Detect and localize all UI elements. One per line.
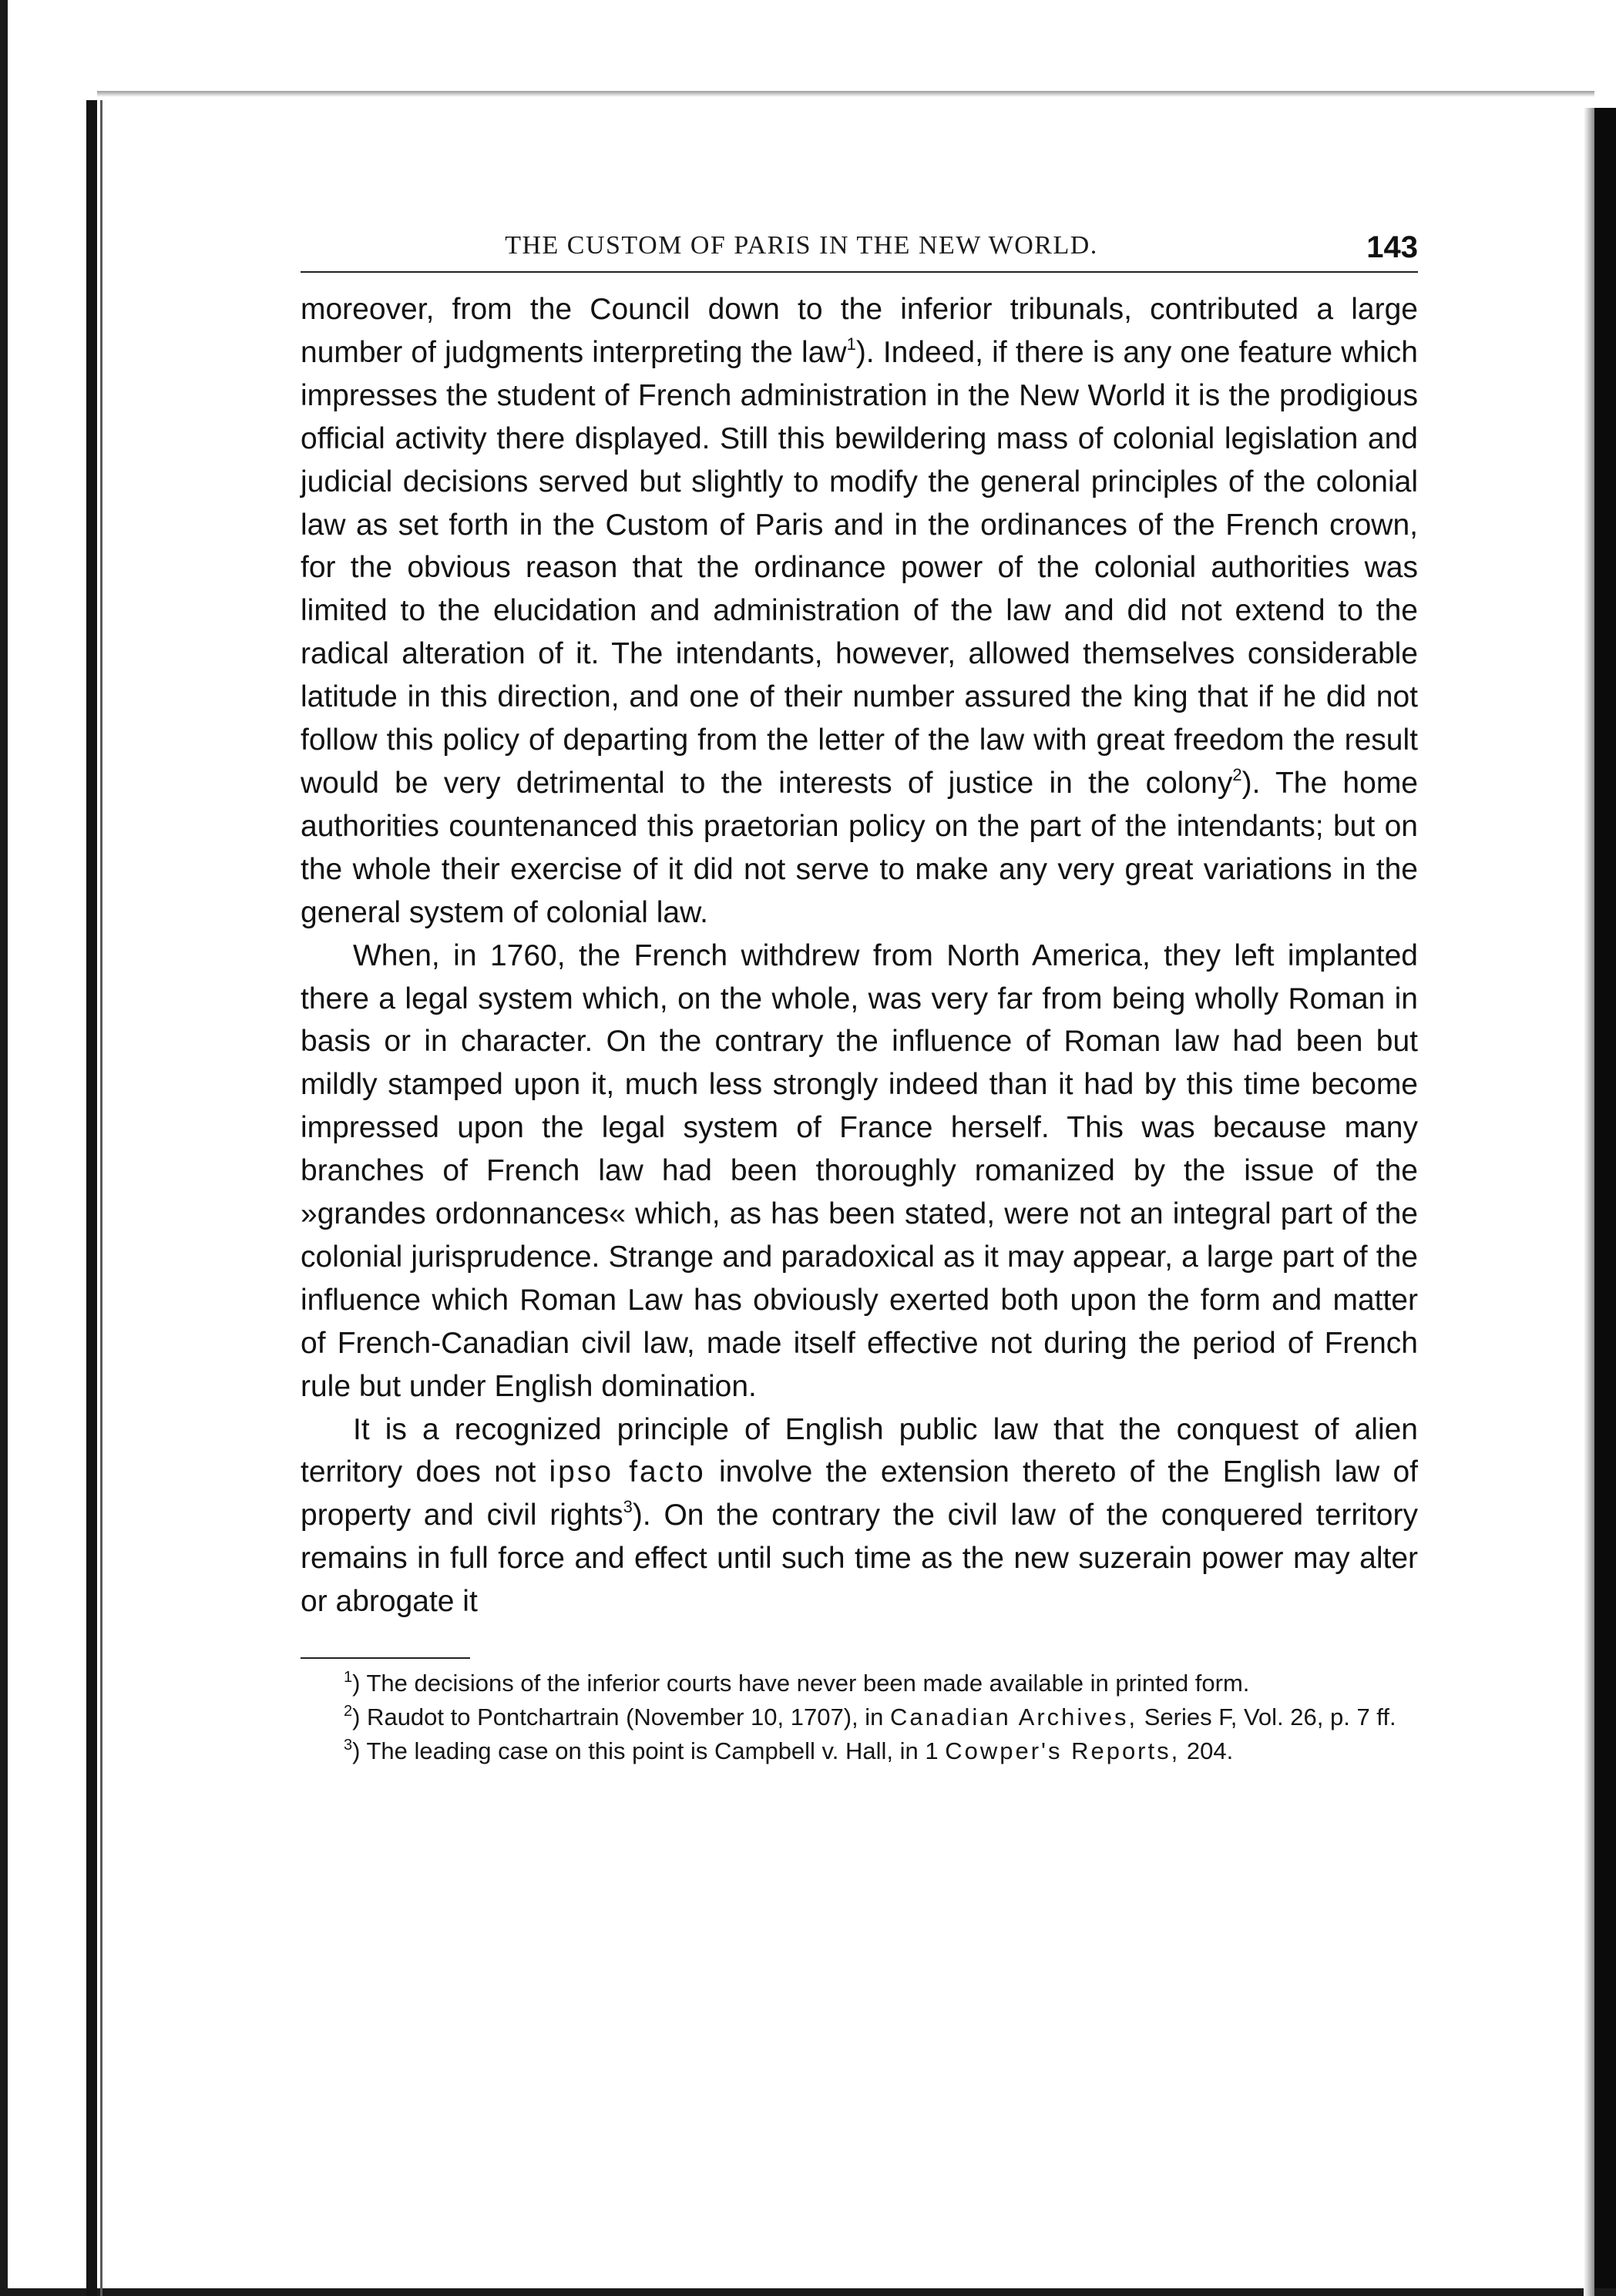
footnote-2-text-a: ) Raudot to Pontchartrain (November 10, 1707), in	[352, 1704, 884, 1731]
footnote-3	[301, 1734, 1418, 1768]
footnote-1-text: ) The decisions of the inferior courts have never been made available in printed form.	[352, 1670, 1250, 1697]
footnote-ref-1: 1	[846, 334, 856, 354]
paragraph-2	[301, 935, 1418, 1408]
page-gutter-border	[86, 100, 97, 2296]
paragraph-1-part-a: moreover, from the Council down to the inferior tribunals, contributed a large number of judgments interpreting the law	[301, 293, 1418, 369]
paragraph-3-latin-phrase: ipso facto	[549, 1455, 706, 1489]
footnote-2-source-title: Canadian Archives,	[890, 1704, 1138, 1731]
footnote-3-text-c: 204.	[1186, 1737, 1234, 1765]
footnote-ref-2: 2	[1232, 764, 1242, 784]
paragraph-3-part-d: ). On the contrary the civil law of the conquered territory remains in full force and effect until such time as the new suzerain power may alter or abrogate it	[301, 1499, 1418, 1619]
running-header	[301, 225, 1418, 273]
paragraph-3	[301, 1408, 1418, 1624]
scan-left-edge	[0, 0, 8, 2296]
paragraph-2-text: When, in 1760, the French withdrew from North America, they left implanted there a legal system which, on the whole, was very far from being wholly Roman in basis or in character. On the contrary the influence of Roman law had been but mildly stamped upon it, much less strongly indeed than it had by this time become impressed upon the legal system of France herself. This was because many branches of French law had been thoroughly romanized by the issue of the »grandes ordonnances« which, as has been stated, were not an integral part of the colonial jurisprudence. Strange and paradoxical as it may appear, a large part of the influence which Roman Law has obviously exerted both upon the form and matter of French-Canadian civil law, made itself effective not during the period of French rule but under English domination.	[301, 938, 1418, 1403]
footnote-2	[301, 1700, 1418, 1734]
footnote-rule	[301, 1657, 470, 1659]
document-page	[301, 225, 1418, 1768]
footnote-1-mark: 1	[344, 1669, 353, 1687]
footnotes	[301, 1667, 1418, 1768]
page-top-shadow	[97, 91, 1594, 97]
paragraph-1-part-b: ). Indeed, if there is any one feature which impresses the student of French administration in the New World it is the prodigious official activity there displayed. Still this bewildering mass of colonial legislation and judicial decisions served but slightly to modify the general principles of the colonial law as set forth in the Custom of Paris and in the ordinances of the French crown, for the obvious reason that the ordinance power of the colonial authorities was limited to the elucidation and administration of the law and did not extend to the radical alteration of it. The intendants, however, allowed themselves considerable latitude in this direction, and one of their number assured the king that if he did not follow this policy of departing from the letter of the law with great freedom the result would be very detrimental to the interests of justice in the colony	[301, 335, 1418, 800]
paragraph-1	[301, 288, 1418, 935]
footnote-3-mark: 3	[344, 1737, 353, 1754]
page-number: 143	[1366, 230, 1418, 264]
paragraph-3-part-c: involve the extension thereto of the English law of property and civil rights	[301, 1455, 1418, 1532]
footnote-3-text-a: ) The leading case on this point is Campbell v. Hall, in 1	[352, 1737, 939, 1765]
scan-right-edge	[1594, 108, 1616, 2296]
footnote-2-mark: 2	[344, 1703, 353, 1720]
page-gutter-border-thin	[100, 100, 102, 2296]
paragraph-3-part-a: It is a recognized principle of English public law that the conquest of alien territory does not	[301, 1412, 1418, 1489]
footnote-ref-3: 3	[623, 1497, 633, 1517]
footnote-2-text-c: Series F, Vol. 26, p. 7 ff.	[1144, 1704, 1396, 1731]
page-right-shadow	[1584, 108, 1594, 2296]
footnote-3-source-title: Cowper's Reports,	[945, 1737, 1181, 1765]
running-title: THE CUSTOM OF PARIS IN THE NEW WORLD.	[505, 231, 1098, 260]
footnote-1	[301, 1667, 1418, 1700]
scan-bottom-edge	[0, 2288, 1616, 2296]
paragraph-1-part-c: ). The home authorities countenanced this praetorian policy on the part of the intendants; but on the whole their exercise of it did not serve to make any very great variations in the general system of colonial law.	[301, 766, 1418, 929]
body-text	[301, 288, 1418, 1623]
